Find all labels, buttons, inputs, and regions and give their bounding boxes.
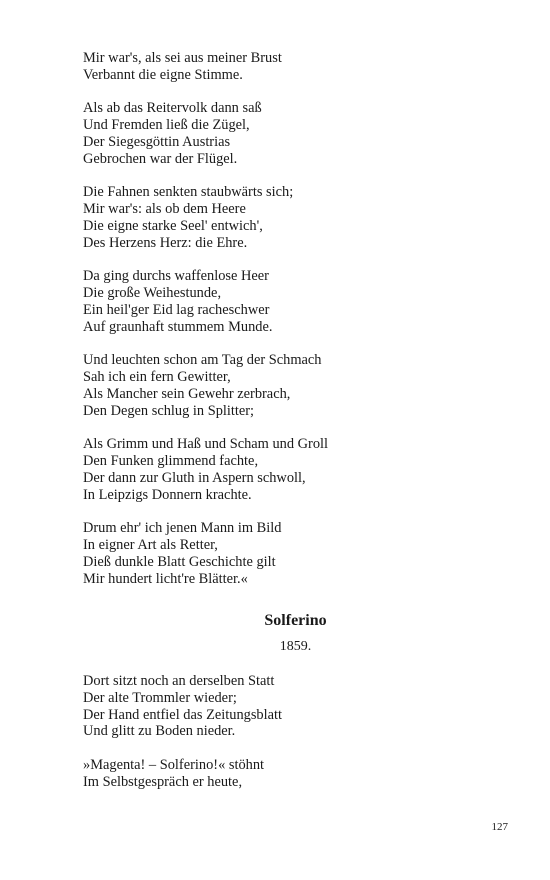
stanza bbox=[83, 436, 513, 503]
verse-line: Die eigne starke Seel' entwich', bbox=[83, 217, 263, 234]
verse-line: Auf graunhaft stummem Munde. bbox=[83, 318, 273, 335]
verse-line: Und glitt zu Boden nieder. bbox=[83, 723, 236, 740]
verse-line: Den Funken glimmend fachte, bbox=[83, 453, 259, 470]
verse-line: In Leipzigs Donnern krachte. bbox=[83, 486, 252, 503]
stanza bbox=[83, 673, 513, 740]
verse-line: Dort sitzt noch an derselben Statt bbox=[83, 673, 275, 689]
verse-line: »Magenta! – Solferino!« stöhnt bbox=[83, 756, 265, 773]
verse-line: Als Mancher sein Gewehr zerbrach, bbox=[83, 385, 291, 402]
verse-line: Der dann zur Gluth in Aspern schwoll, bbox=[83, 469, 306, 486]
verse-line: Der alte Trommler wieder; bbox=[83, 689, 237, 706]
poem-title: Solferino bbox=[264, 612, 327, 629]
stanza bbox=[83, 50, 513, 84]
verse-line: Die Fahnen senkten staubwärts sich; bbox=[83, 184, 294, 201]
verse-line: Mir war's: als ob dem Heere bbox=[83, 201, 246, 218]
verse-line: Drum ehr' ich jenen Mann im Bild bbox=[83, 520, 282, 537]
verse-line: Da ging durchs waffenlose Heer bbox=[83, 268, 269, 285]
stanza bbox=[83, 757, 513, 791]
verse-line: Verbannt die eigne Stimme. bbox=[83, 66, 243, 83]
stanza bbox=[83, 184, 513, 251]
poem-year: 1859. bbox=[279, 639, 312, 654]
verse-line: Des Herzens Herz: die Ehre. bbox=[83, 234, 248, 251]
stanza bbox=[83, 100, 513, 167]
verse-line: Dieß dunkle Blatt Geschichte gilt bbox=[83, 553, 276, 570]
verse-line: Die große Weihestunde, bbox=[83, 285, 222, 302]
verse-line: Ein heil'ger Eid lag racheschwer bbox=[83, 301, 270, 318]
verse-line: Gebrochen war der Flügel. bbox=[83, 150, 238, 167]
verse-line: Der Hand entfiel das Zeitungsblatt bbox=[83, 706, 283, 723]
verse-line: Mir hundert licht're Blätter.« bbox=[83, 570, 248, 587]
poem-continuation bbox=[83, 50, 513, 604]
verse-line: Als Grimm und Haß und Scham und Groll bbox=[83, 436, 329, 453]
verse-line: Der Siegesgöttin Austrias bbox=[83, 133, 231, 150]
verse-line: Mir war's, als sei aus meiner Brust bbox=[83, 50, 282, 66]
stanza bbox=[83, 520, 513, 587]
verse-line: Sah ich ein fern Gewitter, bbox=[83, 369, 231, 386]
stanza bbox=[83, 352, 513, 419]
verse-line: Und leuchten schon am Tag der Schmach bbox=[83, 352, 322, 369]
verse-line: Und Fremden ließ die Zügel, bbox=[83, 117, 250, 134]
verse-line: Den Degen schlug in Splitter; bbox=[83, 402, 255, 419]
verse-line: Als ab das Reitervolk dann saß bbox=[83, 100, 262, 117]
poem-body bbox=[83, 673, 513, 807]
verse-line: In eigner Art als Retter, bbox=[83, 537, 218, 554]
verse-line: Im Selbstgespräch er heute, bbox=[83, 773, 243, 790]
stanza bbox=[83, 268, 513, 335]
page-number: 127 bbox=[491, 821, 508, 833]
